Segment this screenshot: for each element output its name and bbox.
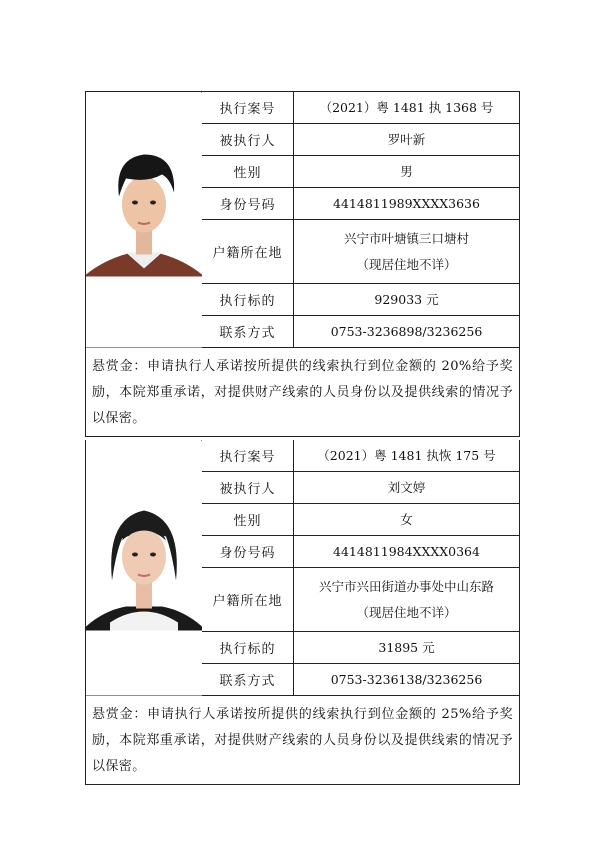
id-no-value: 4414811984XXXX0364 [294, 536, 519, 568]
label-address: 户籍所在地 [202, 220, 294, 284]
label-amount: 执行标的 [202, 632, 294, 664]
address-line-1: 兴宁市叶塘镇三口塘村 [343, 230, 469, 246]
label-id-no: 身份号码 [202, 536, 294, 568]
reward-text: 悬赏金：申请执行人承诺按所提供的线索执行到位金额的 20%给予奖励，本院郑重承诺，对提供财产线索的人员身份以及提供线索的情况予以保密。 [86, 347, 519, 436]
label-gender: 性别 [202, 504, 294, 536]
record-block-1 [85, 91, 520, 437]
label-gender: 性别 [202, 156, 294, 188]
address-value [294, 568, 519, 632]
gender-value: 女 [294, 504, 519, 536]
contact-value: 0753-3236138/3236256 [294, 664, 519, 696]
label-contact: 联系方式 [202, 316, 294, 348]
person-photo-female [86, 440, 202, 696]
person-name-value: 刘文婷 [294, 472, 519, 504]
address-line-2: （现居住地不详） [356, 604, 457, 620]
case-no-value: （2021）粤 1481 执 1368 号 [294, 92, 519, 124]
amount-value: 31895 元 [294, 632, 519, 664]
label-case-no: 执行案号 [202, 440, 294, 472]
address-value [294, 220, 519, 284]
gender-value: 男 [294, 156, 519, 188]
address-line-2: （现居住地不详） [356, 256, 457, 272]
address-line-1: 兴宁市兴田街道办事处中山东路 [318, 578, 494, 594]
case-no-value: （2021）粤 1481 执恢 175 号 [294, 440, 519, 472]
label-amount: 执行标的 [202, 284, 294, 316]
label-case-no: 执行案号 [202, 92, 294, 124]
person-photo-cell [86, 440, 202, 696]
person-name-value: 罗叶新 [294, 124, 519, 156]
record-block-2 [85, 440, 520, 785]
label-contact: 联系方式 [202, 664, 294, 696]
label-person: 被执行人 [202, 472, 294, 504]
contact-value: 0753-3236898/3236256 [294, 316, 519, 348]
amount-value: 929033 元 [294, 284, 519, 316]
person-photo-cell [86, 92, 202, 348]
label-id-no: 身份号码 [202, 188, 294, 220]
person-photo-male [86, 92, 202, 348]
reward-text: 悬赏金：申请执行人承诺按所提供的线索执行到位金额的 25%给予奖励，本院郑重承诺，对提供财产线索的人员身份以及提供线索的情况予以保密。 [86, 695, 519, 784]
label-person: 被执行人 [202, 124, 294, 156]
label-address: 户籍所在地 [202, 568, 294, 632]
id-no-value: 4414811989XXXX3636 [294, 188, 519, 220]
